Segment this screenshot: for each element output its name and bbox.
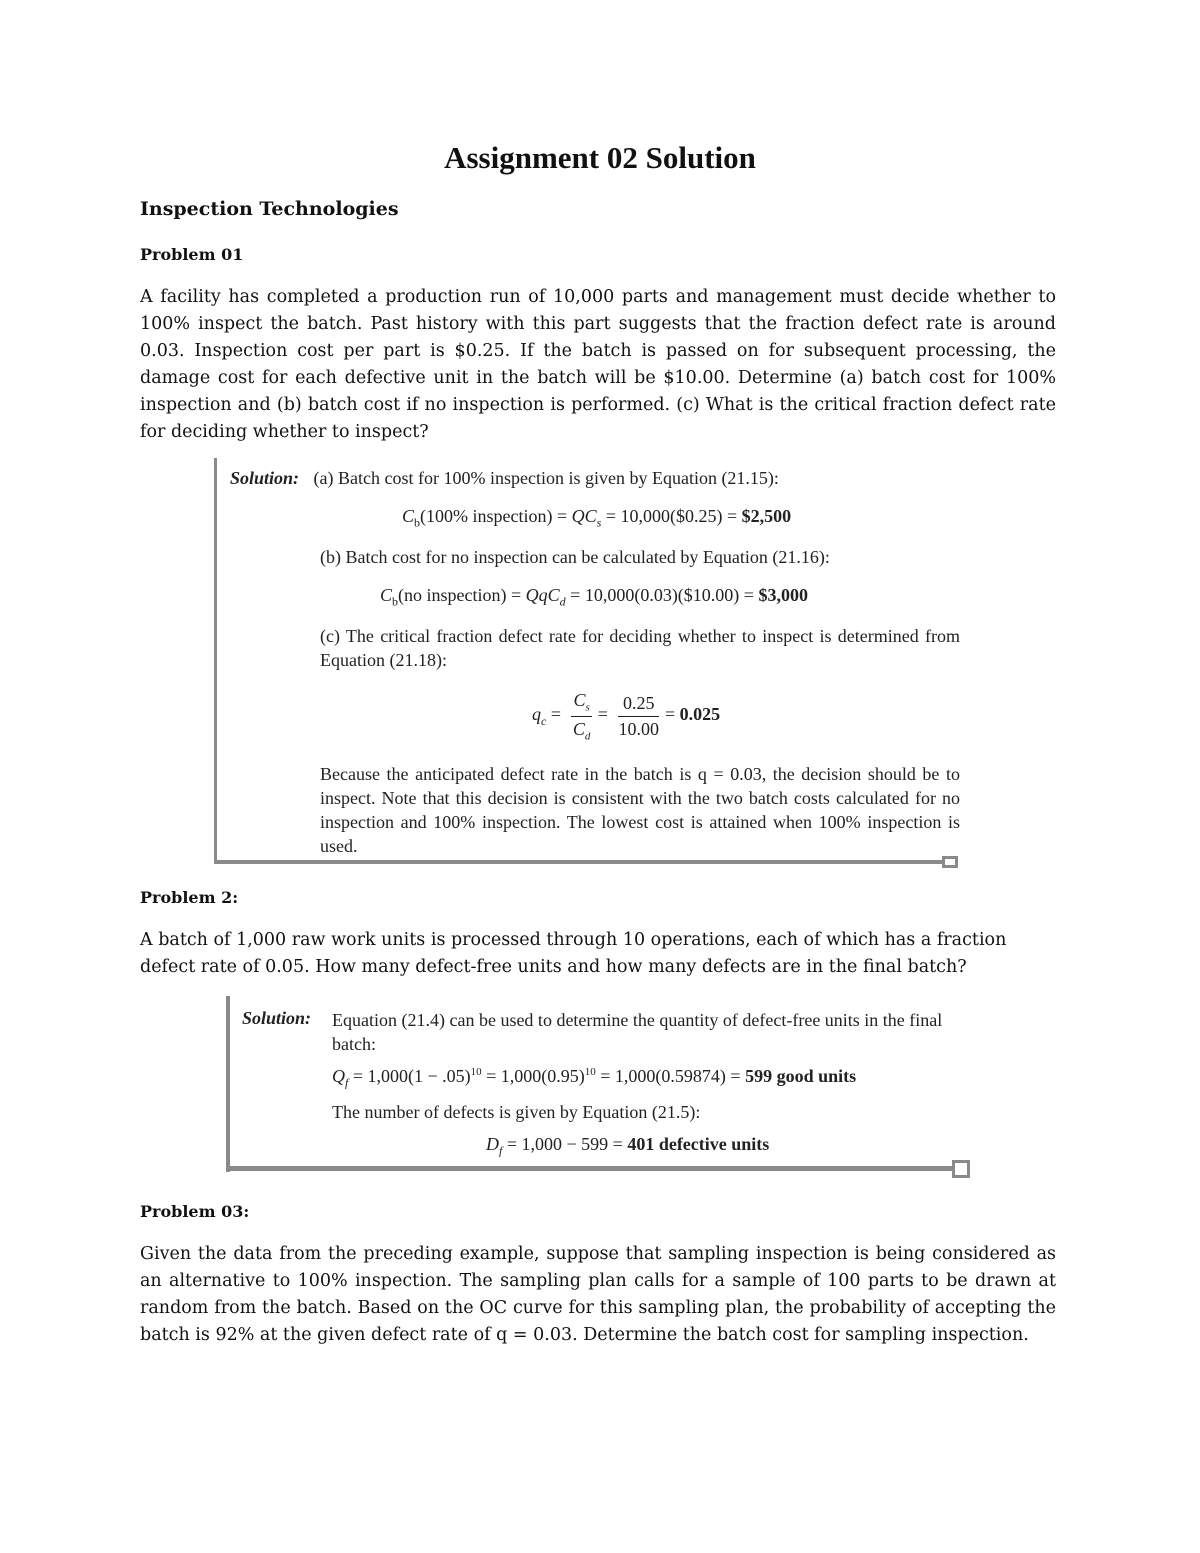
solution-box-bottom-border	[214, 860, 954, 864]
fraction-denominator: 10.00	[618, 718, 659, 739]
solution-label: Solution:	[230, 468, 300, 488]
equation-qf-mid: = 1,000(1 − .05)	[352, 1066, 471, 1086]
equation-a: $C_b(100\%$ inspection) = $QC_s$ = 10,000($0.25) = $2,500	[402, 506, 792, 530]
equation-a-result: $2,500	[741, 506, 792, 526]
equation-df-result: 401 defective units	[627, 1134, 770, 1154]
equation-b: $C_b(no$ inspection) = QqC$_d$ = 10,000(0.03)($10.00) = $3,000	[380, 585, 808, 609]
page-title: Assignment 02 Solution	[444, 140, 756, 175]
exponent-1: 10	[470, 1066, 482, 1078]
equation-df-mid: = 1,000 − 599 =	[506, 1134, 623, 1154]
problem-2-solution-box	[226, 996, 972, 1180]
problem-01-solution-box	[214, 458, 960, 868]
equation-a-mid: = 10,000($0.25) =	[605, 506, 738, 526]
fraction-numerator: 0.25	[618, 693, 659, 717]
equation-c-result: 0.025	[679, 704, 721, 725]
equation-qf-result: 599 good units	[745, 1066, 857, 1086]
problem-03-text: Given the data from the preceding example, suppose that sampling inspection is being considered as an alternative to 100% inspection. The sampling plan calls for a sample of 100 parts to be drawn at random from the batch. Based on the OC curve for this sampling plan, the probability of accepting the batch is 92% at the given defect rate of q = 0.03. Determine the batch cost for sampling inspection.	[140, 1244, 1056, 1345]
solution-a-line	[230, 466, 950, 490]
solution-a-text: (a) Batch cost for 100% inspection is given by Equation (21.15):	[313, 468, 779, 488]
solution-box-left-border	[214, 458, 217, 864]
problem-03-heading: Problem 03:	[140, 1202, 250, 1221]
solution-2-intro: Equation (21.4) can be used to determine the quantity of defect-free units in the final batch:	[332, 1010, 943, 1054]
fraction-symbolic: $\frac{C_s}{C_d}$	[572, 690, 591, 743]
solution-c-text: (c) The critical fraction defect rate for deciding whether to inspect is determined from Equation (21.18):	[320, 626, 960, 670]
equation-b-lhs: (no inspection)	[398, 585, 507, 605]
solution-box-corner	[952, 1160, 970, 1178]
equation-qf-mid2: = 1,000(0.95)	[486, 1066, 585, 1086]
fraction-numeric	[618, 693, 659, 740]
problem-2-text: A batch of 1,000 raw work units is processed through 10 operations, each of which has a fraction defect rate of 0.05. How many defect-free units and how many defects are in the final batch?	[140, 930, 1007, 977]
equation-c: $q_c$ = $\frac{C_s}{C_d}$ = $\frac{0.25}{10.00}$ = 0.025	[532, 690, 721, 743]
solution-b-text: (b) Batch cost for no inspection can be calculated by Equation (21.16):	[320, 547, 830, 567]
solution-conclusion: Because the anticipated defect rate in the batch is q = 0.03, the decision should be to inspect. Note that this decision is consistent with the two batch costs calculated for no inspection and 100% inspection. The lowest cost is attained when 100% inspection is used.	[320, 764, 960, 856]
problem-01-text: A facility has completed a production run of 10,000 parts and management must decide whether to 100% inspect the batch. Past history with this part suggests that the fraction defect rate is around 0.03. Inspection cost per part is $0.25. If the batch is passed on for subsequent processing, the damage cost for each defective unit in the batch will be $10.00. Determine (a) batch cost for 100% inspection and (b) batch cost if no inspection is performed. (c) What is the critical fraction defect rate for deciding whether to inspect?	[140, 287, 1056, 442]
solution-label-2: Solution:	[242, 1008, 312, 1028]
problem-01-heading: Problem 01	[140, 245, 244, 264]
equation-df: $D_f = 1,000 - 599 = 401$ defective units	[486, 1134, 770, 1158]
solution-box-bottom-border	[226, 1166, 966, 1171]
solution-box-left-border	[226, 996, 230, 1172]
solution-2-defects-text: The number of defects is given by Equation (21.5):	[332, 1102, 701, 1122]
problem-2-heading: Problem 2:	[140, 888, 239, 907]
equation-b-mid: = 10,000(0.03)($10.00) =	[570, 585, 754, 605]
equation-qf-mid3: = 1,000(0.59874) =	[600, 1066, 741, 1086]
equation-b-result: $3,000	[758, 585, 808, 605]
equation-a-lhs: (100% inspection)	[420, 506, 553, 526]
equation-qf: $Q_f = 1,000(1 - .05)^{10} = 1,000(0.95)^{10} = 1,000(0.59874) = 599$ good units	[332, 1066, 857, 1090]
section-heading: Inspection Technologies	[140, 198, 399, 220]
exponent-2: 10	[584, 1066, 596, 1078]
